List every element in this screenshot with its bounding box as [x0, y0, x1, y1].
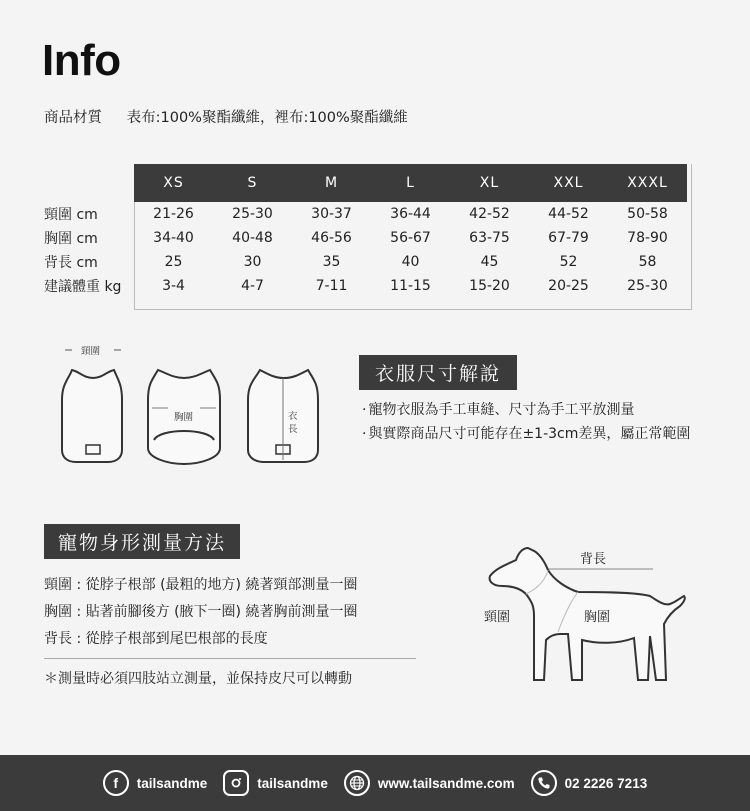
- table-cell: 58: [638, 254, 657, 270]
- explain-list: [362, 398, 692, 446]
- garment-length-label-2: 長: [288, 424, 298, 435]
- table-cell: 7-11: [315, 278, 348, 294]
- footer-phone[interactable]: [531, 770, 648, 796]
- row-label: 背長 cm: [44, 255, 98, 271]
- table-cell: 44-52: [548, 206, 589, 222]
- size-table: [44, 164, 687, 298]
- table-cell: 42-52: [469, 206, 510, 222]
- table-cell: 25-30: [232, 206, 273, 222]
- table-row: [44, 274, 687, 298]
- table-cell: 4-7: [241, 278, 264, 294]
- table-cell: 52: [559, 254, 578, 270]
- table-cell: 20-25: [548, 278, 589, 294]
- material-label: 商品材質: [44, 110, 102, 126]
- table-cell: 56-67: [390, 230, 431, 246]
- table-cell: 63-75: [469, 230, 510, 246]
- table-cell: 25-30: [627, 278, 668, 294]
- measure-line-chest: 胸圍 : 貼著前腳後方 (腋下一圈) 繞著胸前測量一圈: [44, 604, 358, 620]
- measure-divider: [44, 658, 416, 659]
- size-header: L: [371, 164, 450, 202]
- row-label: 胸圍 cm: [44, 231, 98, 247]
- facebook-handle: tailsandme: [136, 775, 208, 791]
- measure-line-neck: 頸圍 : 從脖子根部 (最粗的地方) 繞著頸部測量一圈: [44, 577, 358, 593]
- size-header: S: [213, 164, 292, 202]
- material-info: [44, 106, 408, 127]
- table-cell: 36-44: [390, 206, 431, 222]
- garment-neck-label: 頸圍: [81, 346, 101, 357]
- instagram-icon: [223, 770, 249, 796]
- row-label: 建議體重 kg: [44, 279, 122, 295]
- footer: [0, 755, 750, 811]
- size-header: XL: [450, 164, 529, 202]
- table-cell: 46-56: [311, 230, 352, 246]
- table-cell: 67-79: [548, 230, 589, 246]
- table-row: [44, 202, 687, 226]
- table-cell: 50-58: [627, 206, 668, 222]
- table-cell: 30-37: [311, 206, 352, 222]
- dog-neck-label: 頸圍: [484, 610, 511, 625]
- instagram-handle: tailsandme: [257, 775, 328, 791]
- page-title: Info: [42, 36, 121, 85]
- table-row: [44, 250, 687, 274]
- phone-number: 02 2226 7213: [564, 775, 648, 791]
- dog-diagram: [478, 540, 693, 694]
- footer-facebook[interactable]: [103, 770, 208, 796]
- dog-back-label: 背長: [580, 552, 607, 567]
- website-url: www.tailsandme.com: [377, 775, 515, 791]
- table-cell: 30: [243, 254, 262, 270]
- table-corner: [44, 164, 134, 202]
- measure-lines: [44, 572, 357, 653]
- table-cell: 35: [322, 254, 341, 270]
- size-header: XXL: [529, 164, 608, 202]
- material-value: 表布:100%聚酯纖維，裡布:100%聚酯纖維: [126, 110, 408, 126]
- explain-item: · 與實際商品尺寸可能存在±1-3cm差異，屬正常範圍: [362, 422, 692, 446]
- measure-line-back: 背長 : 從脖子根部到尾巴根部的長度: [44, 631, 268, 647]
- phone-icon: [531, 770, 557, 796]
- table-cell: 25: [164, 254, 183, 270]
- table-cell: 21-26: [153, 206, 194, 222]
- explain-item: · 寵物衣服為手工車縫、尺寸為手工平放測量: [362, 398, 692, 422]
- measure-heading: 寵物身形測量方法: [44, 524, 240, 559]
- garment-diagrams: [50, 340, 340, 480]
- table-cell: 78-90: [627, 230, 668, 246]
- garment-chest-label: 胸圍: [174, 412, 194, 423]
- footer-website[interactable]: [344, 770, 515, 796]
- explain-heading: 衣服尺寸解說: [359, 355, 517, 390]
- size-header: XXXL: [608, 164, 687, 202]
- size-header: M: [292, 164, 371, 202]
- table-cell: 3-4: [162, 278, 185, 294]
- table-cell: 34-40: [153, 230, 194, 246]
- table-cell: 45: [480, 254, 499, 270]
- size-header-row: [44, 164, 687, 202]
- facebook-icon: f: [103, 770, 129, 796]
- table-cell: 15-20: [469, 278, 510, 294]
- table-row: [44, 226, 687, 250]
- footer-instagram[interactable]: [223, 770, 328, 796]
- size-header: XS: [134, 164, 213, 202]
- dog-chest-label: 胸圍: [584, 610, 611, 625]
- measure-note: ＊測量時必須四肢站立測量，並保持皮尺可以轉動: [44, 671, 352, 687]
- table-cell: 40: [401, 254, 420, 270]
- globe-icon: [344, 770, 370, 796]
- row-label: 頸圍 cm: [44, 207, 98, 223]
- table-cell: 11-15: [390, 278, 431, 294]
- table-cell: 40-48: [232, 230, 273, 246]
- garment-length-label-1: 衣: [288, 411, 298, 422]
